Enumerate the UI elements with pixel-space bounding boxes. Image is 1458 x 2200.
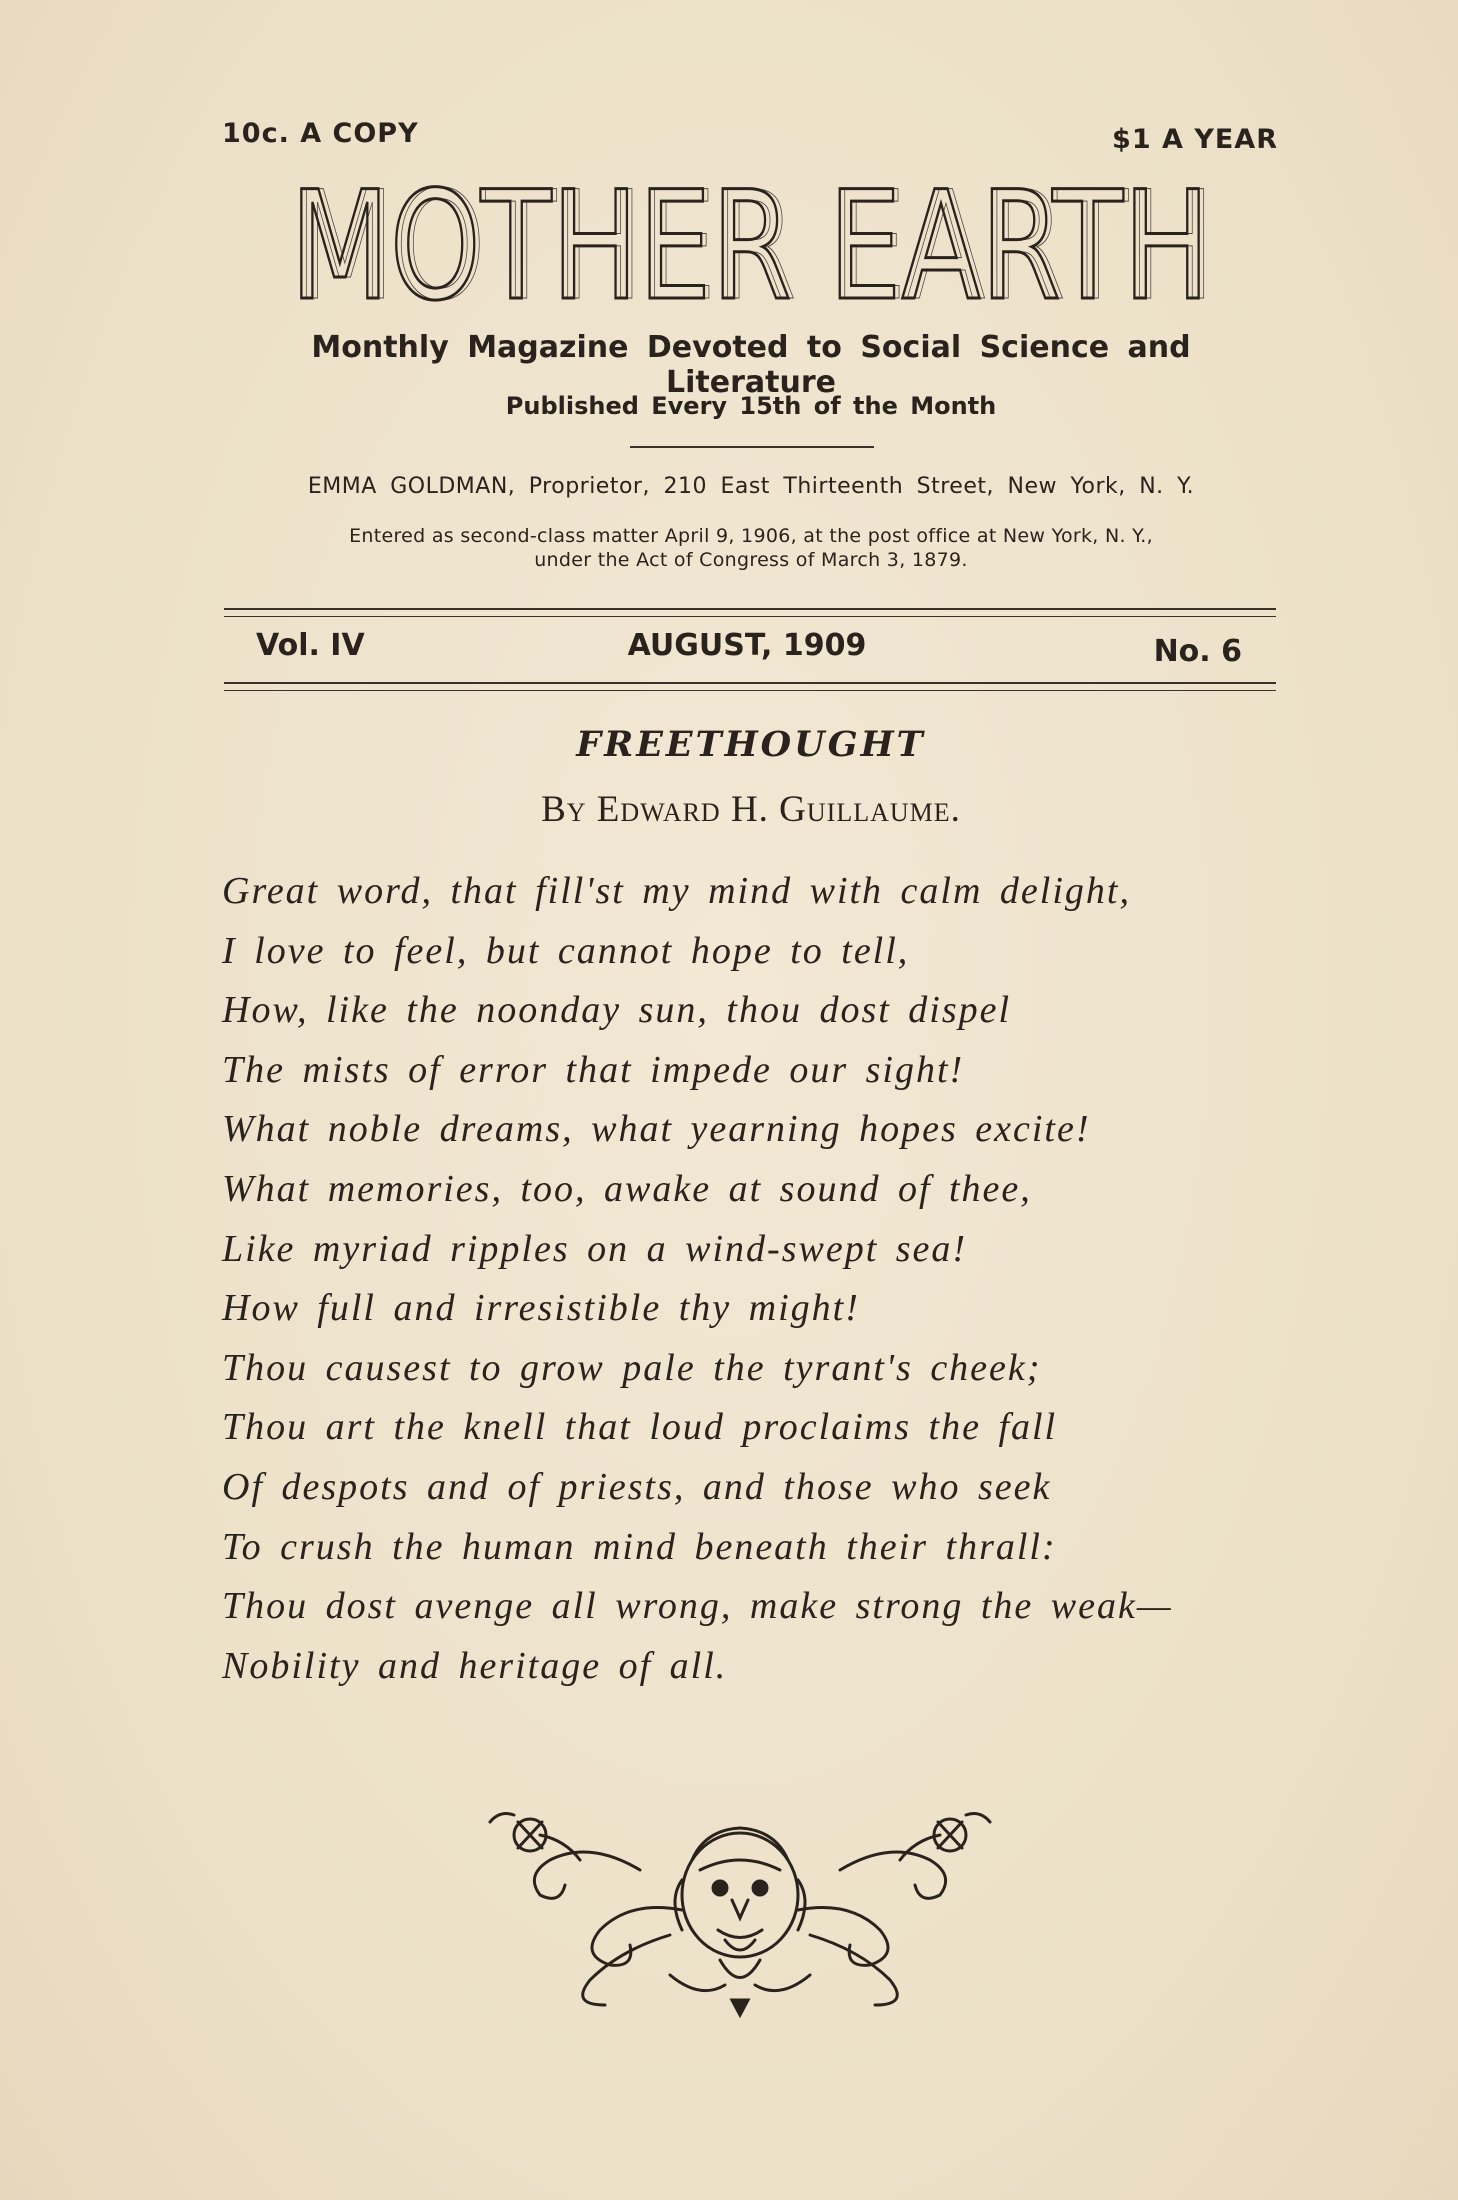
poem-title: FREETHOUGHT (576, 724, 926, 765)
poem-line: Thou causest to grow pale the tyrant's cheek; (222, 1346, 1042, 1389)
poem-line: The mists of error that impede our sight! (222, 1048, 965, 1091)
issue-info (252, 628, 1242, 668)
poem-body (222, 862, 1302, 1696)
poem-line: What memories, too, awake at sound of thee, (222, 1167, 1032, 1210)
postal-notice-line-2: under the Act of Congress of March 3, 1879. (534, 549, 968, 571)
poem-line: How, like the noonday sun, thou dost dispel (222, 989, 1012, 1032)
poem-line: Nobility and heritage of all. (222, 1644, 728, 1687)
poem-line: Great word, that fill'st my mind with calm delight, (222, 870, 1131, 912)
proprietor-line: EMMA GOLDMAN, Proprietor, 210 East Thirteenth Street, New York, N. Y. (307, 474, 1195, 499)
lion-head-ornament-icon (470, 1800, 1010, 2030)
poem-line: Like myriad ripples on a wind-swept sea! (222, 1227, 968, 1270)
price-per-copy: 10c. A COPY (222, 118, 419, 149)
masthead-title-text: MOTHER EARTH (290, 160, 1210, 320)
poem-line: How full and irresistible thy might! (222, 1287, 860, 1330)
postal-notice-line-1: Entered as second-class matter April 9, 1906, at the post office at New York, N. Y., (349, 525, 1153, 547)
poem-line: Thou art the knell that loud proclaims the fall (222, 1406, 1058, 1449)
poem-line: To crush the human mind beneath their thrall: (222, 1525, 1057, 1568)
poem-line: Thou dost avenge all wrong, make strong the weak— (222, 1585, 1173, 1628)
magazine-subtitle: Monthly Magazine Devoted to Social Science and Literature (311, 330, 1191, 400)
poem-line: I love to feel, but cannot hope to tell, (222, 929, 910, 972)
divider (630, 446, 874, 448)
poem-line: Of despots and of priests, and those who seek (222, 1465, 1052, 1508)
poem-line: What noble dreams, what yearning hopes excite! (222, 1108, 1091, 1151)
issue-date: AUGUST, 1909 (627, 628, 867, 663)
masthead-title (270, 160, 1230, 320)
svg-text:MOTHER EARTH: MOTHER EARTH (295, 160, 1215, 320)
price-per-year: $1 A YEAR (1112, 124, 1278, 155)
volume-number: Vol. IV (256, 628, 365, 663)
postal-notice (222, 524, 1280, 572)
poem-byline: By Edward H. Guillaume. (541, 789, 961, 830)
issue-rule-bottom (224, 682, 1276, 691)
issue-rule-top (224, 608, 1276, 617)
issue-number: No. 6 (1153, 634, 1242, 669)
publication-schedule: Published Every 15th of the Month (505, 392, 997, 420)
